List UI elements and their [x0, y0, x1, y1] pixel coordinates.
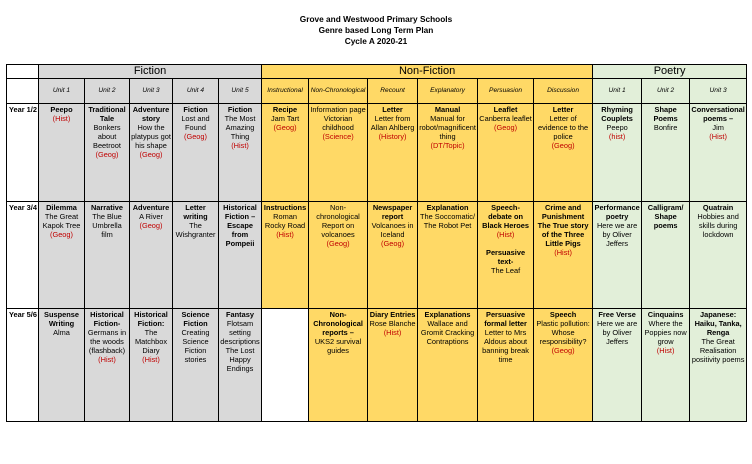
cell-text: Science Fiction — [181, 310, 210, 328]
cell-text: Germans in the woods (flashback) — [87, 328, 127, 355]
cell-text: Flotsam setting descriptions — [220, 319, 260, 346]
year-label: Year 5/6 — [7, 309, 39, 422]
subject-tag: (Hist) — [231, 141, 249, 150]
plan-cell — [173, 309, 219, 422]
cell-text: Peepo — [606, 123, 628, 132]
cell-text: Leaflet — [493, 105, 518, 114]
unit-header-cell: Instructional — [262, 79, 309, 104]
cell-text: Japanese: Haiku, Tanka, Renga — [694, 310, 742, 337]
cell-text: Shape Poems — [653, 105, 678, 123]
cell-text: Letter writing — [183, 203, 208, 221]
cell-text: Letter — [552, 105, 574, 114]
cell-text: Information page — [310, 105, 366, 114]
year-row-3-4 — [7, 202, 747, 309]
cell-text: The Lost Happy Endings — [225, 346, 255, 373]
cell-text: Narrative — [90, 203, 124, 212]
cell-text: Bonfire — [653, 123, 678, 132]
cell-text: Persuasive text- — [486, 248, 526, 266]
unit-header-cell: Unit 3 — [130, 79, 173, 104]
plan-cell — [690, 309, 747, 422]
poetry-header: Poetry — [593, 65, 747, 79]
plan-cell — [690, 202, 747, 309]
plan-cell — [368, 202, 418, 309]
cell-text: Suspense Writing — [44, 310, 79, 328]
long-term-plan-table — [6, 64, 747, 422]
subject-tag: (Geog) — [551, 141, 575, 150]
plan-cell — [262, 309, 309, 422]
cell-text: Creating Science Fiction stories — [181, 328, 210, 364]
subject-tag: (Geog) — [381, 239, 405, 248]
cell-text: Jim — [712, 123, 724, 132]
cell-text: Lost and Found — [181, 114, 210, 132]
plan-cell — [478, 202, 534, 309]
plan-cell — [368, 104, 418, 202]
plan-cell — [309, 309, 368, 422]
cell-text: Speech- debate on Black Heroes — [482, 203, 529, 230]
subject-tag: (Hist) — [383, 328, 402, 337]
cell-text: Adventure story — [132, 105, 170, 123]
plan-title: Genre based Long Term Plan — [318, 25, 434, 35]
subject-tag: (Geog) — [49, 230, 73, 239]
subject-tag: (Geog) — [273, 123, 297, 132]
plan-cell — [534, 202, 593, 309]
cell-text: The Leaf — [490, 266, 521, 275]
plan-cell — [85, 202, 130, 309]
cell-text: Speech — [549, 310, 577, 319]
unit-header-cell: Unit 2 — [642, 79, 690, 104]
unit-header-cell: Unit 1 — [593, 79, 642, 104]
plan-cell — [219, 104, 262, 202]
subject-tag: (hist) — [608, 132, 626, 141]
subject-tag: (Hist) — [276, 230, 294, 239]
cell-text: Conversational poems – — [691, 105, 745, 123]
year-label: Year 3/4 — [7, 202, 39, 309]
unit-header-cell: Unit 5 — [219, 79, 262, 104]
cell-text: Historical Fiction: — [134, 310, 168, 328]
cell-text: Here we are by Oliver Jeffers — [596, 221, 638, 248]
fiction-header: Fiction — [39, 65, 262, 79]
plan-cell — [690, 104, 747, 202]
year-row-5-6 — [7, 309, 747, 422]
unit-header-cell: Persuasion — [478, 79, 534, 104]
cell-text: Historical Fiction- — [90, 310, 124, 328]
unit-header-row — [7, 79, 747, 104]
subject-tag: (History) — [378, 132, 407, 141]
subject-tag: (Geog) — [326, 239, 350, 248]
plan-cell — [85, 104, 130, 202]
plan-cell — [642, 309, 690, 422]
cell-text: Victorian childhood — [322, 114, 354, 132]
subject-tag: (Geog) — [95, 150, 119, 159]
cell-text: Non-chronological Report on volcanoes — [316, 203, 360, 239]
cell-text: Fiction — [227, 105, 253, 114]
cell-text: Letter to Mrs Aldous about banning break time — [482, 328, 529, 364]
cell-text: How the platypus got his shape — [131, 123, 171, 150]
cell-text: Persuasive formal letter — [484, 310, 527, 328]
corner-cell — [7, 79, 39, 104]
cell-text: Fiction — [183, 105, 208, 114]
cycle-title: Cycle A 2020-21 — [344, 36, 408, 46]
cell-text: Cinquains — [647, 310, 684, 319]
subject-tag: (Hist) — [142, 355, 160, 364]
subject-tag: (Hist) — [98, 355, 116, 364]
plan-cell — [173, 202, 219, 309]
plan-cell — [534, 104, 593, 202]
cell-text: Free Verse — [598, 310, 636, 319]
cell-text: Performance poetry — [594, 203, 640, 221]
cell-text: Quatrain — [702, 203, 734, 212]
corner-cell — [7, 65, 39, 79]
cell-text: The Great Kapok Tree — [42, 212, 81, 230]
cell-text: Hobbies and skills during lockdown — [697, 212, 739, 239]
plan-cell — [219, 309, 262, 422]
plan-cell — [85, 309, 130, 422]
plan-cell — [262, 104, 309, 202]
cell-text: The Wishgranter — [175, 221, 216, 239]
cell-text: Non-Chronological reports – — [313, 310, 363, 337]
cell-text: The Matchbox Diary — [134, 328, 168, 355]
subject-tag: (Hist) — [656, 346, 675, 355]
cell-text: Here we are by Oliver Jeffers — [596, 319, 638, 346]
subject-tag: (Hist) — [496, 230, 515, 239]
subject-tag: (Geog) — [494, 123, 518, 132]
subject-tag: (Geog) — [551, 346, 575, 355]
cell-text: Manual — [434, 105, 461, 114]
unit-header-cell: Unit 4 — [173, 79, 219, 104]
cell-text: Diary Entries — [369, 310, 416, 319]
cell-text: The Blue Umbrella film — [92, 212, 122, 239]
plan-cell — [642, 104, 690, 202]
cell-text: The Most Amazing Thing — [224, 114, 256, 141]
cell-text: Explanation — [426, 203, 469, 212]
plan-cell — [593, 202, 642, 309]
cell-text: Alma — [53, 328, 70, 337]
subject-tag: (Geog) — [139, 150, 163, 159]
plan-cell — [39, 202, 85, 309]
year-label: Year 1/2 — [7, 104, 39, 202]
school-name: Grove and Westwood Primary Schools — [299, 14, 453, 24]
plan-cell — [130, 309, 173, 422]
plan-cell — [130, 202, 173, 309]
plan-cell — [642, 202, 690, 309]
plan-cell — [593, 104, 642, 202]
cell-text: Traditional Tale — [88, 105, 126, 123]
unit-header-cell: Recount — [368, 79, 418, 104]
plan-cell — [418, 309, 478, 422]
unit-header-cell: Unit 2 — [85, 79, 130, 104]
cell-text: Recipe — [272, 105, 298, 114]
cell-text: Rose Blanche — [369, 319, 416, 328]
group-header-row — [7, 65, 747, 79]
cell-text: Dilemma — [46, 203, 77, 212]
cell-text: Explanations — [424, 310, 471, 319]
subject-tag: (Geog) — [139, 221, 163, 230]
cell-text: Calligram/ Shape poems — [647, 203, 684, 230]
cell-text: Jam Tart — [270, 114, 300, 123]
cell-text: Adventure — [132, 203, 170, 212]
cell-text: Volcanoes in Iceland — [371, 221, 414, 239]
cell-text: Canberra leaflet — [479, 114, 532, 123]
cell-text: UKS2 survival guides — [314, 337, 362, 355]
plan-cell — [368, 309, 418, 422]
subject-tag: (Geog) — [183, 132, 207, 141]
subject-tag: (Hist) — [52, 114, 71, 123]
cell-text: A River — [139, 212, 163, 221]
cell-text: Manual for robot/magnificent thing — [419, 114, 476, 141]
cell-text: Plastic pollution: Whose responsibility? — [536, 319, 590, 346]
unit-header-cell: Unit 3 — [690, 79, 747, 104]
cell-text: Peepo — [50, 105, 73, 114]
plan-cell — [593, 309, 642, 422]
plan-cell — [418, 104, 478, 202]
plan-cell — [262, 202, 309, 309]
plan-cell — [478, 104, 534, 202]
plan-cell — [130, 104, 173, 202]
cell-text: Letter from Allan Ahlberg — [370, 114, 415, 132]
cell-text: Historical Fiction – Escape from Pompeii — [223, 203, 257, 248]
plan-cell — [309, 104, 368, 202]
subject-tag: (Science) — [322, 132, 354, 141]
subject-tag: (DT/Topic) — [430, 141, 465, 150]
unit-header-cell: Non-Chronological — [309, 79, 368, 104]
unit-header-cell: Unit 1 — [39, 79, 85, 104]
cell-text: Where the Poppies now grow — [644, 319, 687, 346]
subject-tag: (Hist) — [554, 248, 572, 257]
cell-text: Newspaper report — [372, 203, 413, 221]
plan-cell — [478, 309, 534, 422]
cell-text: Roman Rocky Road — [264, 212, 306, 230]
cell-text: Bonkers about Beetroot — [93, 123, 121, 150]
cell-text: The Great Realisation positivity poems — [691, 337, 745, 364]
year-row-1-2 — [7, 104, 747, 202]
plan-cell — [534, 309, 593, 422]
cell-text: Wallace and Gromit Cracking Contraptions — [420, 319, 475, 346]
cell-text: Instructions — [263, 203, 307, 212]
plan-cell — [309, 202, 368, 309]
cell-text: Letter of evidence to the police — [538, 114, 589, 141]
subject-tag: (Hist) — [709, 132, 727, 141]
plan-cell — [39, 104, 85, 202]
unit-header-cell: Explanatory — [418, 79, 478, 104]
cell-text: The Soccomatic/ The Robot Pet — [420, 212, 476, 230]
plan-cell — [418, 202, 478, 309]
cell-text: Rhyming Couplets — [601, 105, 633, 123]
unit-header-cell: Discussion — [534, 79, 593, 104]
plan-cell — [173, 104, 219, 202]
plan-cell — [39, 309, 85, 422]
plan-cell — [219, 202, 262, 309]
cell-text: Fantasy — [226, 310, 254, 319]
nonfiction-header: Non-Fiction — [262, 65, 593, 79]
cell-text: Crime and Punishment The True story of the Three Little Pigs — [537, 203, 589, 248]
cell-text: Letter — [382, 105, 403, 114]
